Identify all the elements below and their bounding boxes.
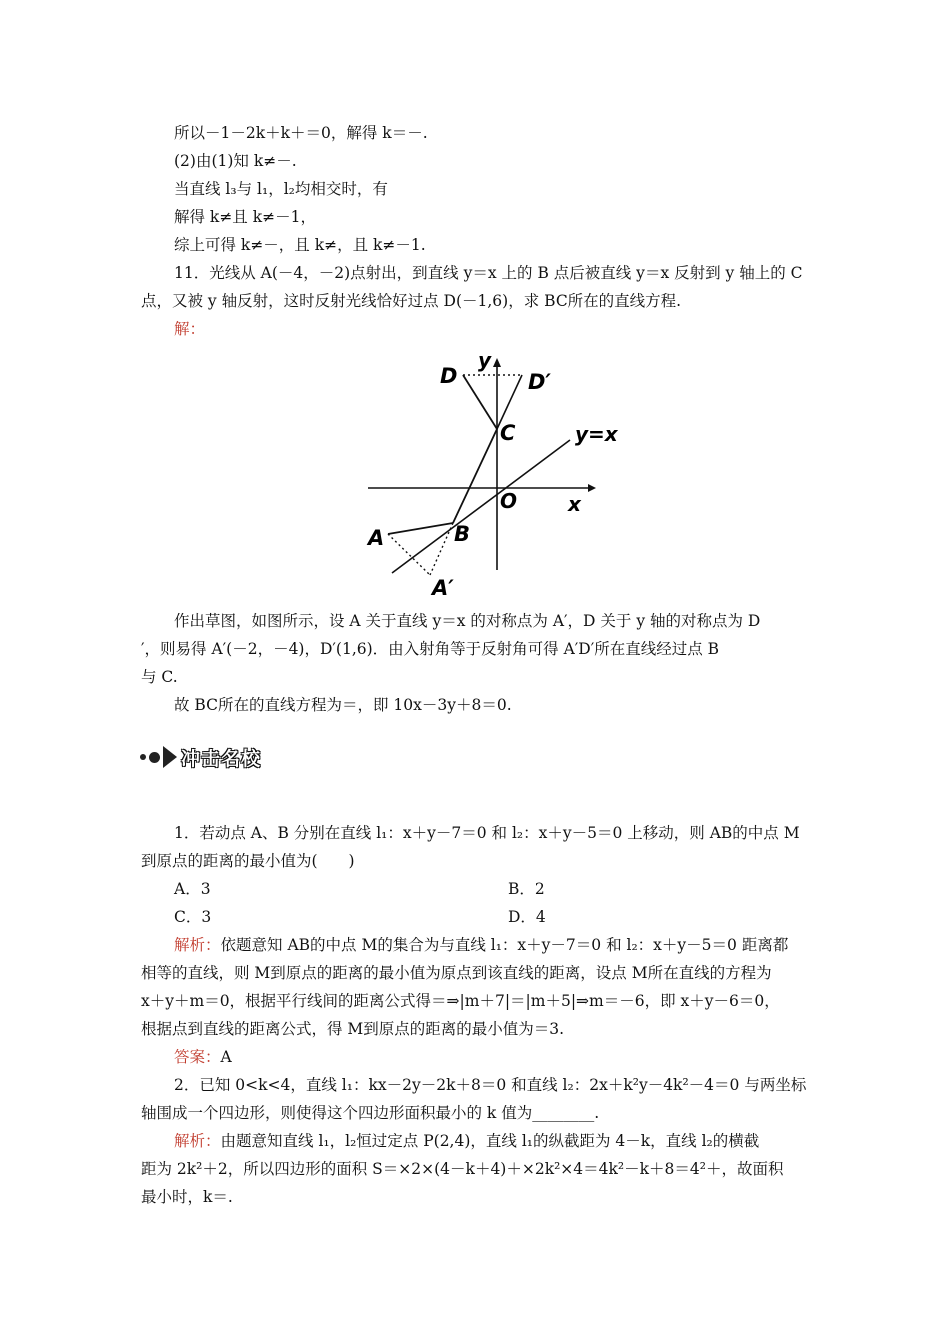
- solution-label: 解：: [174, 320, 206, 338]
- analysis-line: 最小时，k＝.: [141, 1188, 233, 1206]
- label-x: x: [568, 492, 581, 516]
- answer-label: 答案：: [174, 1048, 221, 1066]
- label-yx: y=x: [575, 422, 618, 446]
- label-D: D: [440, 364, 458, 388]
- text-line: 所以－1－2k＋k＋＝0，解得 k＝－.: [174, 124, 428, 142]
- analysis-line: [174, 1130, 759, 1152]
- y-axis-arrow: [493, 358, 501, 367]
- text-line: 解得 k≠且 k≠－1，: [174, 208, 316, 226]
- text-line: 与 C.: [141, 668, 178, 686]
- label-B: B: [454, 522, 471, 546]
- label-y: y: [478, 348, 492, 372]
- analysis-label: 解析：: [174, 1132, 221, 1150]
- analysis-text: 由题意知直线 l₁，l₂恒过定点 P(2,4)，直线 l₁的纵截距为 4－k，直线 l₂的横截: [220, 1132, 760, 1150]
- banner-title: 冲击名校: [181, 747, 262, 770]
- problem-11-line-1: 11．光线从 A(－4，－2)点射出，到直线 y＝x 上的 B 点后被直线 y＝x 反射到 y 轴上的 C: [174, 264, 803, 282]
- ray-C-D: [463, 375, 497, 429]
- label-A: A: [368, 526, 385, 550]
- banner-arrow-icon: [163, 746, 177, 768]
- x-axis-arrow: [588, 484, 596, 492]
- analysis-line: 根据点到直线的距离公式，得 M到原点的距离的最小值为＝3.: [141, 1020, 565, 1038]
- text-line: 故 BC所在的直线方程为＝，即 10x－3y＋8＝0.: [174, 696, 512, 714]
- analysis-label: 解析：: [174, 936, 221, 954]
- problem-11-line-2: 点，又被 y 轴反射，这时反射光线恰好过点 D(－1,6)，求 BC所在的直线方程.: [141, 292, 682, 310]
- question-2-line-1: 2．已知 0<k<4，直线 l₁：kx－2y－2k＋8＝0 和直线 l₂：2x＋k²y－4k²－4＝0 与两坐标: [174, 1076, 807, 1094]
- banner-dot-large: [149, 752, 160, 763]
- ray-A-B: [388, 523, 453, 534]
- answer-line: [174, 1046, 232, 1068]
- answer-value: A: [220, 1048, 232, 1066]
- option-B: B．2: [508, 880, 545, 898]
- banner-dot-small: [140, 754, 146, 760]
- label-Aprime: A′: [432, 576, 454, 600]
- option-A: A．3: [174, 880, 211, 898]
- text-line: ′，则易得 A′(－2，－4)，D′(1,6)．由入射角等于反射角可得 A′D′所在直线经过点 B: [141, 640, 720, 658]
- text-line: 作出草图，如图所示，设 A 关于直线 y＝x 的对称点为 A′，D 关于 y 轴的对称点为 D: [174, 612, 761, 630]
- text-line: (2)由(1)知 k≠－.: [174, 152, 297, 170]
- option-C: C．3: [174, 908, 212, 926]
- ray-B-C: [453, 429, 497, 523]
- text-line: 当直线 l₃与 l₁，l₂均相交时，有: [174, 180, 388, 198]
- label-Dprime: D′: [528, 370, 551, 394]
- line-y-equals-x: [392, 440, 570, 573]
- question-2-line-2: 轴围成一个四边形，则使得这个四边形面积最小的 k 值为________.: [141, 1104, 600, 1122]
- reflection-diagram: [360, 345, 630, 600]
- text-line: 综上可得 k≠－，且 k≠，且 k≠－1.: [174, 236, 426, 254]
- label-O: O: [500, 489, 518, 513]
- analysis-line: 距为 2k²＋2，所以四边形的面积 S＝×2×(4－k＋4)＋×2k²×4＝4k²－k＋8＝4²＋，故面积: [141, 1160, 784, 1178]
- analysis-line: x＋y＋m＝0，根据平行线间的距离公式得＝⇒|m＋7|＝|m＋5|⇒m＝－6，即 x＋y－6＝0，: [141, 992, 780, 1010]
- question-1-line-2: 到原点的距离的最小值为( ): [141, 852, 355, 870]
- label-C: C: [500, 421, 516, 445]
- analysis-line: 相等的直线，则 M到原点的距离的最小值为原点到该直线的距离，设点 M所在直线的方程为: [141, 964, 772, 982]
- dotted-A-Aprime: [388, 534, 430, 575]
- question-1-line-1: 1．若动点 A、B 分别在直线 l₁：x＋y－7＝0 和 l₂：x＋y－5＝0 上移动，则 AB的中点 M: [174, 824, 800, 842]
- analysis-text: 依题意知 AB的中点 M的集合为与直线 l₁：x＋y－7＝0 和 l₂：x＋y－5＝0 距离都: [220, 936, 789, 954]
- analysis-line: [174, 934, 788, 956]
- section-banner: [140, 742, 261, 772]
- option-D: D．4: [508, 908, 546, 926]
